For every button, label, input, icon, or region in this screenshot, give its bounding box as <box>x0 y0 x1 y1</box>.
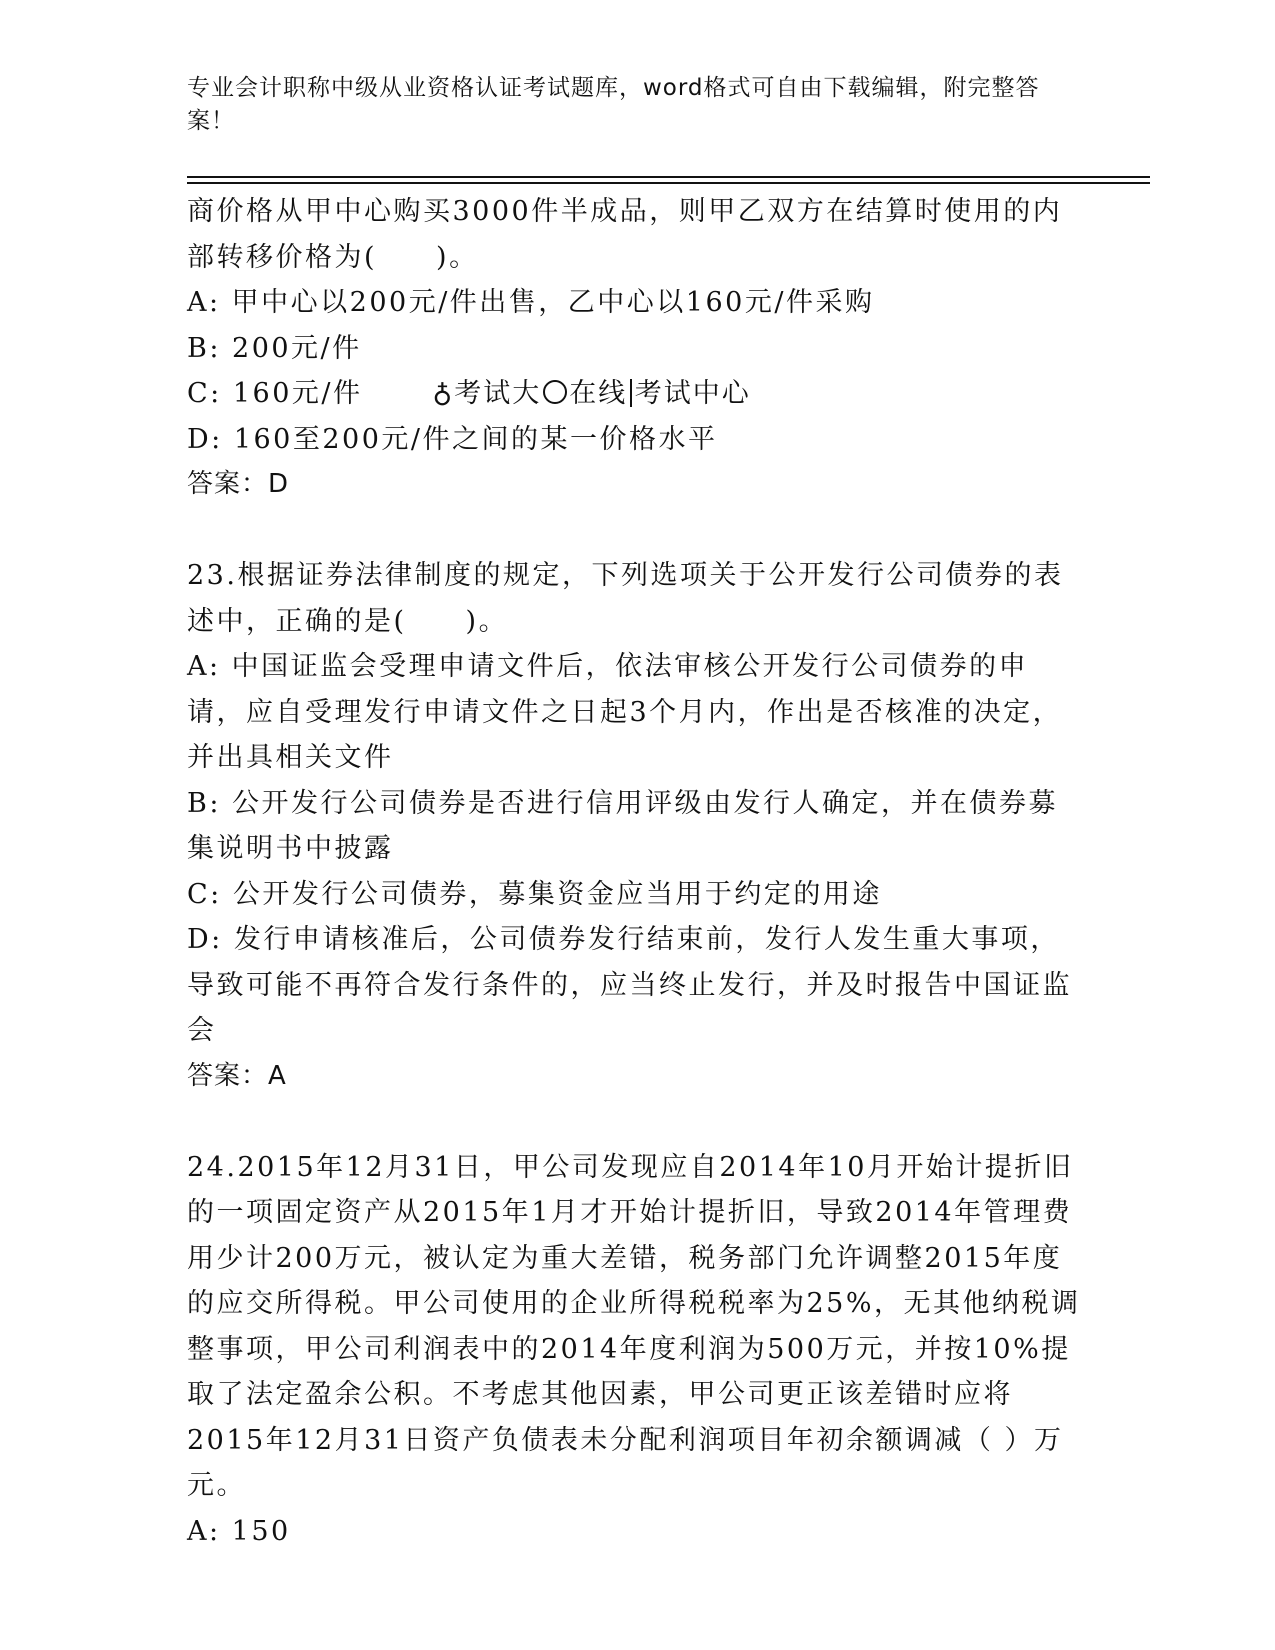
q24-option-a: A: 150 <box>187 1515 291 1547</box>
page-header: 专业会计职称中级从业资格认证考试题库，word格式可自由下载编辑，附完整答案！ <box>187 75 1040 134</box>
q22-option-a: A: 甲中心以200元/件出售，乙中心以160元/件采购 <box>187 287 875 318</box>
header-rule-top <box>187 176 1150 178</box>
watermark-divider <box>630 379 632 407</box>
q23-answer: 答案：A <box>187 1060 287 1091</box>
watermark-suffix: 考试中心 <box>634 378 751 409</box>
watermark-prefix: ♁考试大 <box>432 378 542 409</box>
q22-option-c-line <box>187 371 1087 417</box>
watermark-middle: 在线 <box>569 378 628 409</box>
header-rule-bottom <box>187 182 1150 184</box>
q22-option-c: C: 160元/件 <box>187 378 363 409</box>
watermark <box>432 371 750 417</box>
question-content <box>187 189 1087 1554</box>
q23-option-d: D: 发行申请核准后，公司债券发行结束前，发行人发生重大事项，导致可能不再符合发行条件的，应当终止发行，并及时报告中国证监会 <box>187 924 1072 1046</box>
q23-stem: 23.根据证券法律制度的规定，下列选项关于公开发行公司债券的表述中，正确的是( )。 <box>187 560 1064 637</box>
q22-stem: 商价格从甲中心购买3000件半成品，则甲乙双方在结算时使用的内部转移价格为( )。 <box>187 196 1063 273</box>
q22-answer: 答案：D <box>187 469 290 499</box>
q23-option-a: A: 中国证监会受理申请文件后，依法审核公开发行公司债券的申请，应自受理发行申请文件之日起3个月内，作出是否核准的决定，并出具相关文件 <box>187 651 1063 773</box>
spacer <box>187 508 1087 554</box>
q22-option-d: D: 160至200元/件之间的某一价格水平 <box>187 423 718 455</box>
watermark-circle-icon <box>543 380 567 404</box>
q23-option-b: B: 公开发行公司债券是否进行信用评级由发行人确定，并在债券募集说明书中披露 <box>187 787 1059 864</box>
spacer <box>187 1099 1087 1145</box>
q23-option-c: C: 公开发行公司债券，募集资金应当用于约定的用途 <box>187 878 882 910</box>
q22-option-b: B: 200元/件 <box>187 332 362 364</box>
q24-stem: 24.2015年12月31日，甲公司发现应自2014年10月开始计提折旧的一项固定资产从2015年1月才开始计提折旧，导致2014年管理费用少计200万元，被认定为重大差错，税务部门允许调整2015年度的应交所得税。甲公司使用的企业所得税税率为25%，无其他纳税调整事项，甲公司利润表中的2014年度利润为500万元，并按10%提取了法定盈余公积。不考虑其他因素，甲公司更正该差错时应将2015年12月31日资产负债表未分配利润项目年初余额调减（ ）万元。 <box>187 1151 1081 1501</box>
